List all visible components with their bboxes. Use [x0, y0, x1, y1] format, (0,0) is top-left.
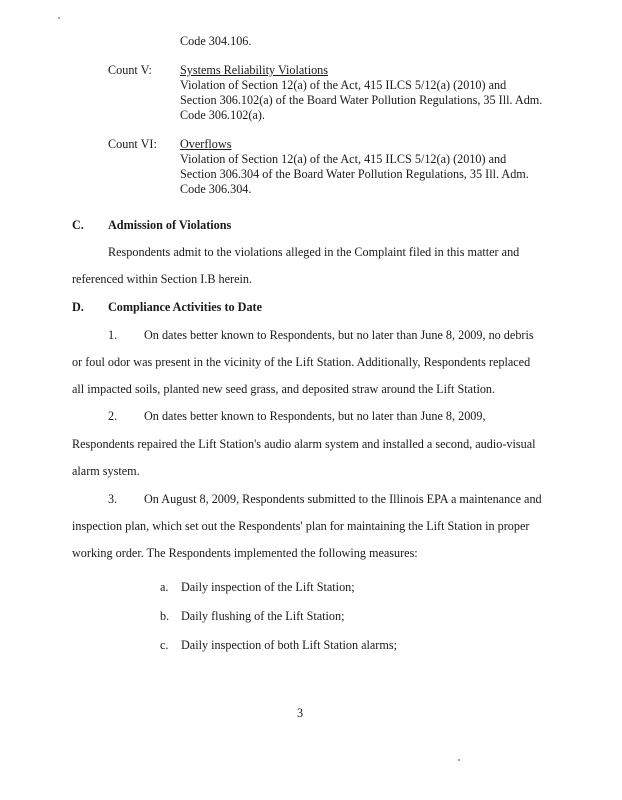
scan-speck: [58, 17, 60, 19]
count-vi-line: Code 306.304.: [180, 182, 252, 196]
para-3-line: inspection plan, which set out the Respondents' plan for maintaining the Lift Station in proper: [72, 519, 530, 533]
para-2-number: 2.: [108, 409, 118, 423]
list-item-text: Daily flushing of the Lift Station;: [181, 609, 345, 623]
count-vi-line: Section 306.304 of the Board Water Pollution Regulations, 35 Ill. Adm.: [180, 167, 529, 181]
count-vi-title: Overflows: [180, 137, 232, 151]
para-1-number: 1.: [108, 328, 118, 342]
list-item-text: Daily inspection of the Lift Station;: [181, 580, 355, 594]
count-vi-line: Violation of Section 12(a) of the Act, 415 ILCS 5/12(a) (2010) and: [180, 152, 507, 166]
para-1-line: On dates better known to Respondents, but no later than June 8, 2009, no debris: [144, 328, 534, 342]
section-c-letter: C.: [72, 218, 84, 232]
para-1-line: or foul odor was present in the vicinity of the Lift Station. Additionally, Respondents replaced: [72, 355, 531, 369]
para-2-line: On dates better known to Respondents, but no later than June 8, 2009,: [144, 409, 486, 423]
section-c-heading: Admission of Violations: [108, 218, 232, 232]
para-1-line: all impacted soils, planted new seed grass, and deposited straw around the Lift Station.: [72, 382, 496, 396]
count-vi-label: Count VI:: [108, 137, 157, 151]
section-c-line: referenced within Section I.B herein.: [72, 272, 253, 286]
para-3-line: working order. The Respondents implemented the following measures:: [72, 546, 418, 560]
section-c-line: Respondents admit to the violations alleged in the Complaint filed in this matter and: [108, 245, 520, 259]
list-item-text: Daily inspection of both Lift Station alarms;: [181, 638, 397, 652]
count-v-title: Systems Reliability Violations: [180, 63, 329, 77]
scan-speck: [458, 759, 460, 761]
count-iv-tail: Code 304.106.: [180, 34, 252, 48]
para-3-line: On August 8, 2009, Respondents submitted to the Illinois EPA a maintenance and: [144, 492, 542, 506]
para-3-number: 3.: [108, 492, 118, 506]
list-item-marker: a.: [160, 580, 169, 594]
page-number: 3: [297, 706, 304, 720]
para-2-line: Respondents repaired the Lift Station's audio alarm system and installed a second, audio-visual: [72, 437, 536, 451]
count-v-label: Count V:: [108, 63, 152, 77]
section-d-letter: D.: [72, 300, 84, 314]
count-v-line: Code 306.102(a).: [180, 108, 265, 122]
list-item-marker: b.: [160, 609, 170, 623]
count-v-line: Section 306.102(a) of the Board Water Pollution Regulations, 35 Ill. Adm.: [180, 93, 543, 107]
count-v-line: Violation of Section 12(a) of the Act, 415 ILCS 5/12(a) (2010) and: [180, 78, 507, 92]
para-2-line: alarm system.: [72, 464, 140, 478]
section-d-heading: Compliance Activities to Date: [108, 300, 263, 314]
list-item-marker: c.: [160, 638, 169, 652]
